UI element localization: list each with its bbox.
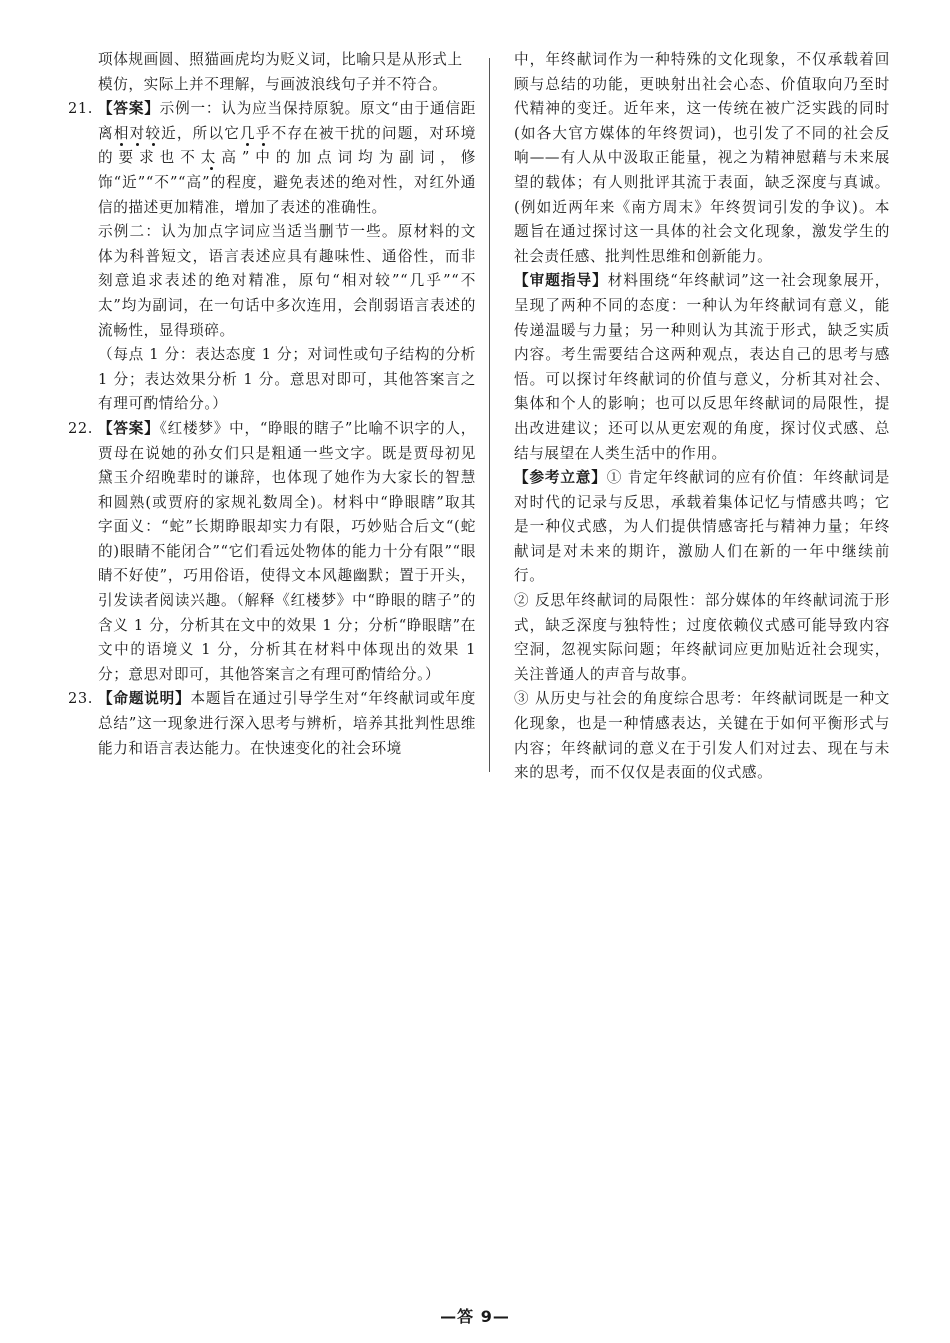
answer-text: 不 (180, 149, 201, 167)
answer-22 (68, 417, 476, 688)
answer-22-text (98, 417, 476, 688)
answer-text: ”中的加点词均为副词，修饰“近”“不”“高”的程度，避免表述的绝对性，对红外通信的描述更加精准，增加了表述的准确性。 (98, 149, 476, 216)
emphasis-char: 几 (240, 124, 256, 142)
answer-21-example-2: 示例二：认为加点字词应当适当删节一些。原材料的文体为科普短文，语言表述应具有趣味性、通俗性，而非刻意追求表述的绝对精准，原句“相对较”“几乎”“不太”均为副词，在一句话中多次连用，会削弱语言表述的流畅性，显得琐碎。 (98, 223, 476, 339)
reference-point-3: ③ 从历史与社会的角度综合思考：年终献词既是一种文化现象，也是一种情感表达，关键在于如何平衡形式与内容；年终献词的意义在于引发人们对过去、现在与未来的思考，而不仅仅是表面的仪式感。 (514, 690, 890, 782)
column-divider (489, 58, 490, 772)
emphasis-char: 太 (200, 149, 222, 167)
answer-21-scoring: （每点 1 分：表达态度 1 分；对词性或句子结构的分析 1 分；表达效果分析 1 分。意思对即可，其他答案言之有理可酌情给分。） (98, 346, 476, 413)
question-number: 23. (68, 690, 94, 708)
proposition-tag: 【命题说明】 (98, 690, 191, 708)
emphasis-char: 较 (145, 124, 162, 142)
answer-text: 近 (161, 124, 177, 142)
reference-text: ① 肯定年终献词的应有价值：年终献词是对时代的记录与反思，承载着集体记忆与情感共鸣；它是一种仪式感，为人们提供情感寄托与精神力量；年终献词是对未来的期许，激励人们在新的一年中继续前行。 (514, 469, 890, 585)
answer-text: 《红楼梦》中，“睁眼的瞎子”比喻不识字的人，贾母在说她的孙女们只是粗通一些文字。既是贾母初见黛玉介绍晚辈时的谦辞，也体现了她作为大家长的智慧和圆熟(或贾府的家规礼数周全)。材料中“睁眼瞎”取其字面义：“蛇”长期睁眼却实力有限，巧妙贴合后文“(蛇的)眼睛不能闭合”“它们看远处物体的能力十分有限”“眼睛不好使”，巧用俗语，使得文本风趣幽默；置于开头，引发读者阅读兴趣。（解释《红楼梦》中“睁眼的瞎子”的含义 1 分，分析其在文中的效果 1 分；分析“睁眼瞎”在文中的语境义 1 分，分析其在材料中体现出的效果 1 分；意思对即可，其他答案言之有理可酌情给分。） (98, 419, 476, 683)
emphasis-char: 对 (129, 124, 146, 142)
guide-text: 材料围绕“年终献词”这一社会现象展开，呈现了两种不同的态度：一种认为年终献词有意义，能传递温暖与力量；另一种则认为其流于形式，缺乏实质内容。考生需要结合这两种观点，表达自己的思考与感悟。可以探讨年终献词的价值与意义，分析其对社会、集体和个人的影响；也可以反思年终献词的局限性，提出改进建议；还可以从更宏观的角度，探讨仪式感、总结与展望在人类生活中的作用。 (514, 272, 890, 462)
answer-21-example-1 (98, 97, 476, 220)
reference-tag: 【参考立意】 (514, 469, 607, 487)
emphasis-char: 相 (113, 124, 130, 142)
reference-point-1 (514, 466, 890, 589)
page-number: —答 9— (440, 1307, 510, 1326)
answer-text: 本题旨在通过引导学生对“年终献词或年度总结”这一现象进行深入思考与辨析，培养其批判性思维能力和语言表达能力。在快速变化的社会环境 (98, 690, 476, 757)
answer-tag: 【答案】 (98, 419, 160, 437)
answer-text: ，所以它 (176, 124, 240, 142)
reference-point-2: ② 反思年终献词的局限性：部分媒体的年终献词流于形式，缺乏深度与独特性；过度依赖仪式感可能导致内容空洞，忽视实际问题；年终献词应更加贴近社会现实，关注普通人的声音与故事。 (514, 592, 890, 683)
guide-section (514, 269, 890, 466)
answer-21 (68, 97, 476, 417)
answer-text: 示例一：认为应当保持原貌。原文“由于通信距离 (98, 100, 476, 142)
answer-tag: 【答案】 (98, 100, 160, 118)
continued-answer-line-1: 项体规画圆、照猫画虎均为贬义词，比喻只是从形式上 (98, 51, 463, 68)
emphasis-char: 乎 (255, 124, 272, 142)
right-column (514, 48, 890, 786)
proposition-continued: 中，年终献词作为一种特殊的文化现象，不仅承载着回顾与总结的功能，更映射出社会心态、价值取向乃至时代精神的变迁。近年来，这一传统在被广泛实践的同时(如各大官方媒体的年终贺词)，也引发了不同的社会反响——有人从中汲取正能量，视之为精神慰藉与未来展望的载体；有人则批评其流于表面，缺乏深度与真诚。(例如近两年来《南方周末》年终贺词引发的争议)。本题旨在通过探讨这一具体的社会文化现象，激发学生的社会责任感、批判性思维和创新能力。 (514, 51, 890, 265)
guide-tag: 【审题指导】 (514, 272, 608, 290)
answer-23 (68, 687, 476, 761)
continued-answer-line-2: 模仿，实际上并不理解，与画波浪线句子并不符合。 (98, 75, 448, 93)
answer-text: 高 (221, 149, 242, 167)
answer-text: 不存在被干扰的问题，对环境的要求也 (98, 124, 477, 167)
answer-23-text (98, 687, 476, 761)
left-column (68, 48, 476, 761)
question-number: 22. (68, 419, 94, 437)
question-number: 21. (68, 100, 94, 118)
